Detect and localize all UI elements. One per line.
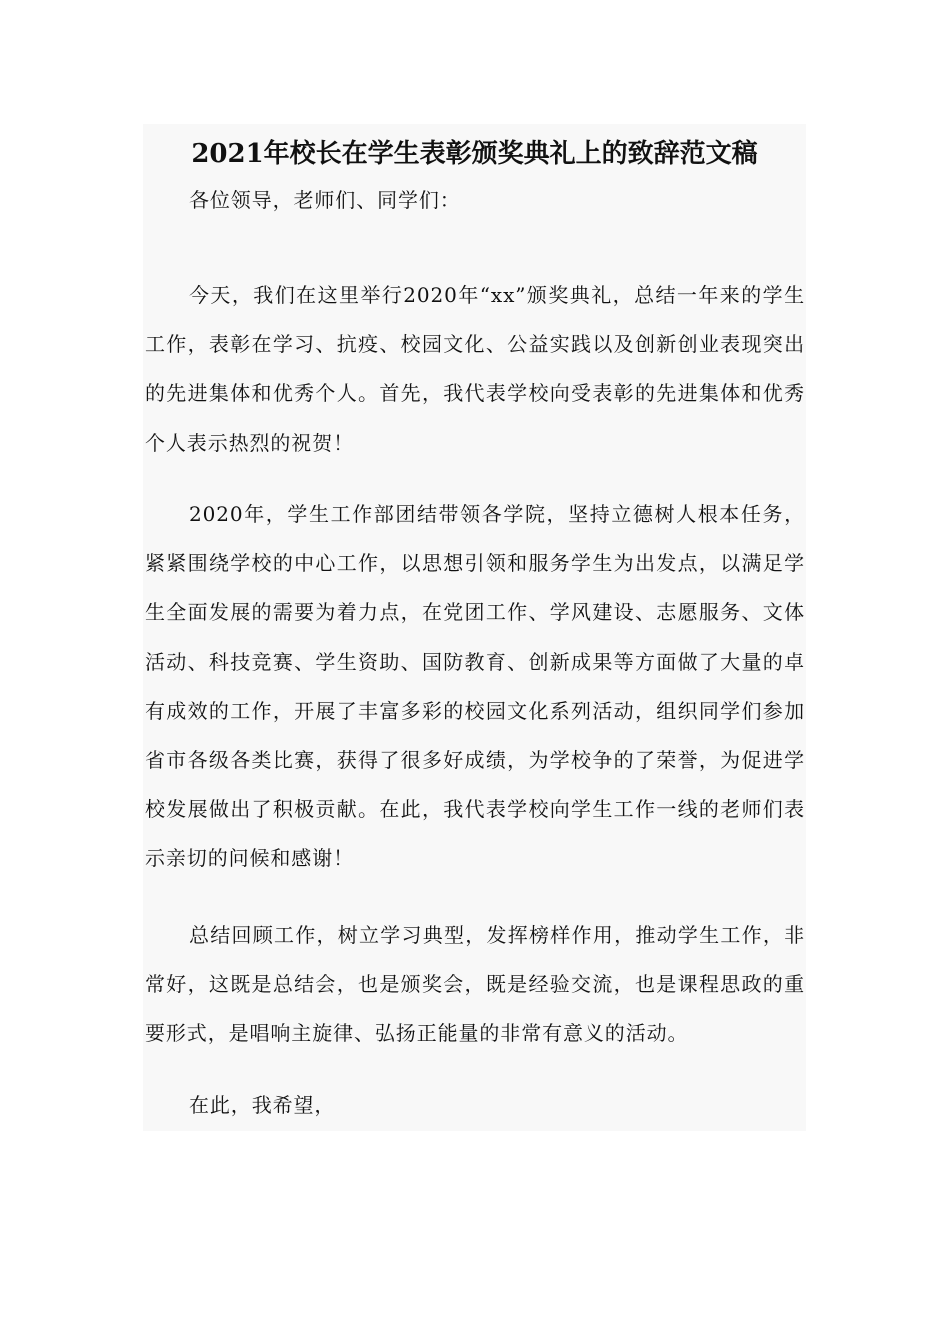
paragraph-opening: 今天，我们在这里举行2020年“xx”颁奖典礼，总结一年来的学生工作，表彰在学习、抗疫、校园文化、公益实践以及创新创业表现突出的先进集体和优秀个人。首先，我代表学校向受表彰的先进集体和优秀个人表示热烈的祝贺！ bbox=[145, 283, 805, 455]
paragraph-greeting: 各位领导，老师们、同学们： bbox=[189, 188, 461, 212]
paragraph-summary: 总结回顾工作，树立学习典型，发挥榜样作用，推动学生工作，非常好，这既是总结会，也是颁奖会，既是经验交流，也是课程思政的重要形式，是唱响主旋律、弘扬正能量的非常有意义的活动。 bbox=[145, 923, 805, 1046]
paragraph-achievements: 2020年，学生工作部团结带领各学院，坚持立德树人根本任务，紧紧围绕学校的中心工作，以思想引领和服务学生为出发点，以满足学生全面发展的需要为着力点，在党团工作、学风建设、志愿服务、文体活动、科技竞赛、学生资助、国防教育、创新成果等方面做了大量的卓有成效的工作，开展了丰富多彩的校园文化系列活动，组织同学们参加省市各级各类比赛，获得了很多好成绩，为学校争的了荣誉，为促进学校发展做出了积极贡献。在此，我代表学校向学生工作一线的老师们表示亲切的问候和感谢！ bbox=[145, 502, 805, 871]
paragraph-hope: 在此，我希望， bbox=[189, 1093, 336, 1117]
document-title: 2021年校长在学生表彰颁奖典礼上的致辞范文稿 bbox=[191, 139, 758, 169]
